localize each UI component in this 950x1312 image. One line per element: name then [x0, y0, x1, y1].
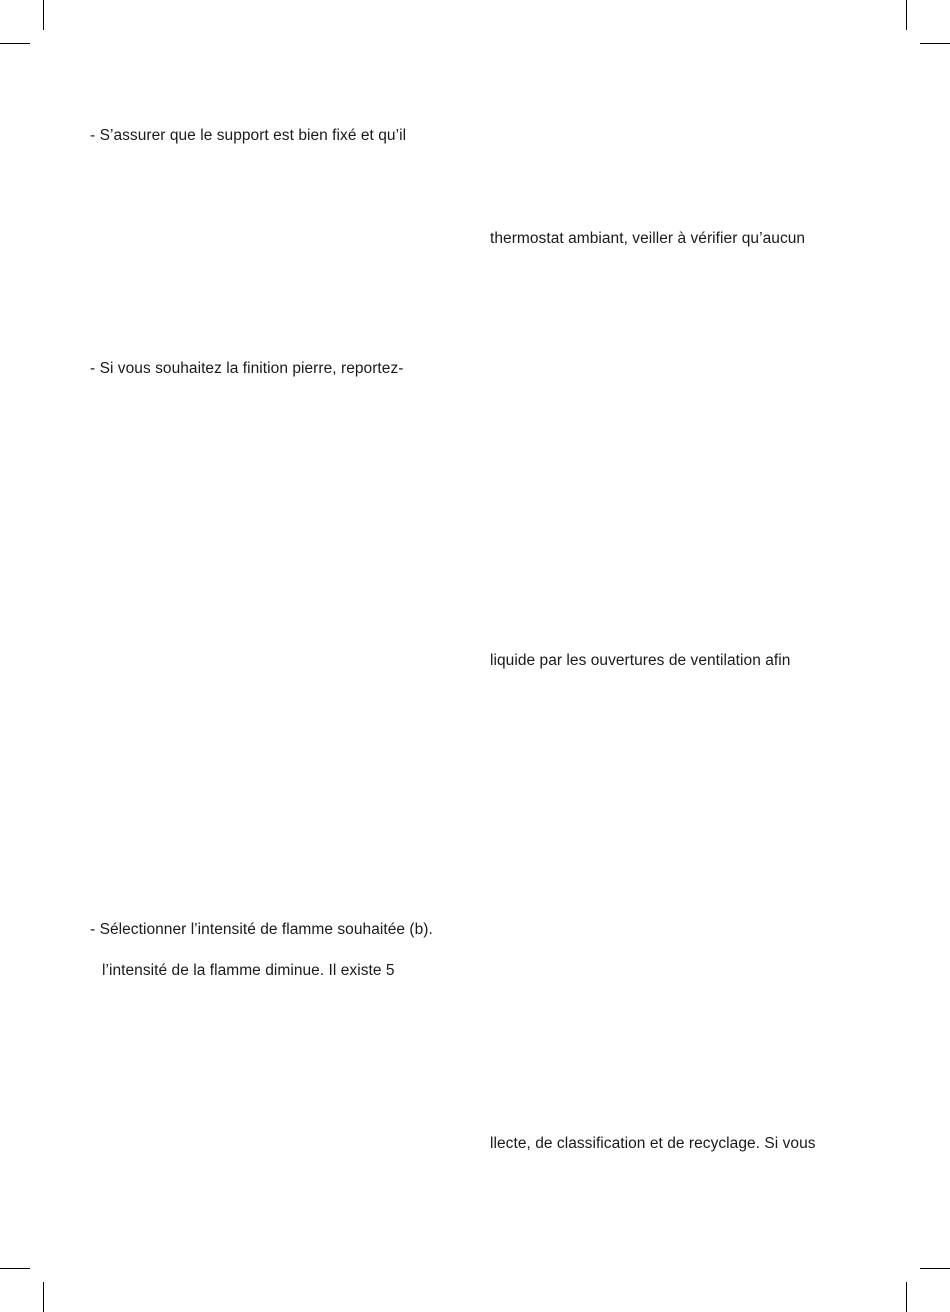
crop-mark-top-right-vertical	[906, 0, 907, 30]
crop-mark-bottom-right-vertical	[906, 1282, 907, 1312]
crop-mark-bottom-left-vertical	[43, 1282, 44, 1312]
text-line-intensite-flamme: - Sélectionner l’intensité de flamme souhaitée (b).	[90, 921, 433, 938]
text-line-recyclage: llecte, de classification et de recyclage. Si vous	[490, 1135, 816, 1152]
text-line-intensite-diminue: l’intensité de la flamme diminue. Il existe 5	[102, 962, 395, 979]
text-line-support: - S’assurer que le support est bien fixé et qu’il	[90, 127, 407, 144]
crop-mark-bottom-right-horizontal	[920, 1268, 950, 1269]
text-line-thermostat: thermostat ambiant, veiller à vérifier qu’aucun	[490, 230, 806, 247]
text-line-ventilation: liquide par les ouvertures de ventilation afin	[490, 652, 791, 669]
crop-mark-top-left-vertical	[43, 0, 44, 30]
crop-mark-top-right-horizontal	[920, 43, 950, 44]
text-line-finition-pierre: - Si vous souhaitez la finition pierre, reportez-	[90, 360, 404, 377]
crop-mark-bottom-left-horizontal	[0, 1268, 30, 1269]
crop-mark-top-left-horizontal	[0, 43, 30, 44]
